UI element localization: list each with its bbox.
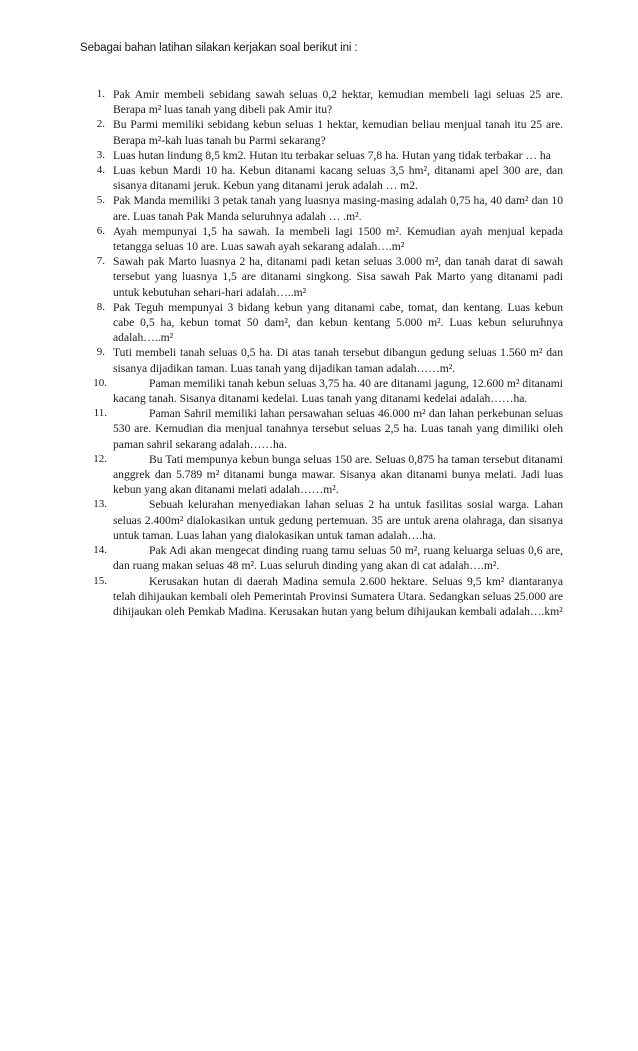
question-item xyxy=(96,193,563,223)
question-number: 2. xyxy=(96,118,105,131)
question-item xyxy=(96,163,563,193)
question-item xyxy=(93,574,563,620)
question-number: 4. xyxy=(96,164,105,177)
question-number: 1. xyxy=(96,88,105,100)
question-text: Pak Amir membeli sebidang sawah seluas 0,2 hektar, kemudian membeli lagi seluas 25 are. Berapa m² luas tanah yang dibeli pak Amir itu? xyxy=(113,88,563,117)
question-number: 15. xyxy=(93,574,107,587)
question-item xyxy=(96,300,563,346)
question-text: Pak Teguh mempunyai 3 bidang kebun yang ditanami cabe, tomat, dan kentang. Luas kebun cabe 0,5 ha, kebun tomat 50 dam², dan kebun kentang 5.000 m². Luas kebun seluruhnya adalah…..m² xyxy=(113,300,563,345)
question-item xyxy=(93,406,563,452)
question-body: Pak Adi akan mengecat dinding ruang tamu seluas 50 m², ruang keluarga seluas 0,6 are, dan ruang makan seluas 48 m². Luas seluruh dinding yang akan di cat adalah….m². xyxy=(113,544,563,573)
question-item xyxy=(96,117,563,147)
question-number: 10. xyxy=(93,376,107,389)
question-number: 11. xyxy=(93,407,107,420)
question-item xyxy=(96,345,563,375)
question-text xyxy=(113,497,563,543)
question-text: Ayah mempunyai 1,5 ha sawah. Ia membeli lagi 1500 m². Kemudian ayah menjual kepada tetangga seluas 10 are. Luas sawah ayah sekarang adalah….m² xyxy=(113,224,563,254)
question-item xyxy=(93,376,563,406)
question-number: 6. xyxy=(96,224,105,237)
question-text: Luas kebun Mardi 10 ha. Kebun ditanami kacang seluas 3,5 hm², ditanami apel 300 are, dan sisanya ditanami jeruk. Kebun yang ditanami jeruk adalah … m2. xyxy=(113,164,563,193)
question-text: Luas hutan lindung 8,5 km2. Hutan itu terbakar seluas 7,8 ha. Hutan yang tidak terbakar … ha xyxy=(113,148,551,162)
question-number: 12. xyxy=(93,452,107,465)
question-body: Paman memiliki tanah kebun seluas 3,75 ha. 40 are ditanami jagung, 12.600 m² ditanami kacang tanah. Sisanya ditanami kedelai. Luas tanah yang ditanami kedelai adalah……ha. xyxy=(113,376,563,406)
question-text xyxy=(113,452,563,498)
question-item xyxy=(93,452,563,498)
question-number: 7. xyxy=(96,255,105,268)
question-number: 14. xyxy=(93,544,107,557)
question-body: Paman Sahril memiliki lahan persawahan seluas 46.000 m² dan lahan perkebunan seluas 530 are. Kemudian dia menjual tanahnya tersebut seluas 2,5 ha. Luas tanah yang dimiliki oleh paman sahril sekarang adalah……ha. xyxy=(113,407,563,451)
question-text: Sawah pak Marto luasnya 2 ha, ditanami padi ketan seluas 3.000 m², dan tanah darat di sawah tersebut yang luasnya 1,5 are ditanami singkong. Sisa sawah Pak Marto yang ditanami padi untuk kebutuhan sehari-hari adalah…..m² xyxy=(113,255,563,299)
question-item xyxy=(93,543,563,573)
question-text: Pak Manda memiliki 3 petak tanah yang luasnya masing-masing adalah 0,75 ha, 40 dam² dan 10 are. Luas tanah Pak Manda seluruhnya adalah … .m². xyxy=(113,194,563,223)
question-item xyxy=(96,87,563,117)
question-text xyxy=(113,376,563,406)
question-list xyxy=(0,87,638,619)
question-item xyxy=(93,497,563,543)
question-number: 8. xyxy=(96,300,105,313)
question-text xyxy=(113,574,563,620)
question-item xyxy=(96,224,563,254)
question-item xyxy=(96,148,563,163)
question-text xyxy=(113,543,563,573)
question-body: Bu Tati mempunya kebun bunga seluas 150 are. Seluas 0,875 ha taman tersebut ditanami anggrek dan 5.789 m² ditanami bunga mawar. Sisanya akan ditanami bunya melati. Jadi luas kebun yang akan ditanami melati adalah……m². xyxy=(113,452,563,497)
question-body: Sebuah kelurahan menyediakan lahan seluas 2 ha untuk fasilitas sosial warga. Lahan seluas 2.400m² dialokasikan untuk gedung pertemuan. 35 are untuk arena olahraga, dan sisanya untuk taman. Luas lahan yang dialokasikan untuk taman adalah….ha. xyxy=(113,498,563,542)
intro-text: Sebagai bahan latihan silakan kerjakan soal berikut ini : xyxy=(80,42,358,54)
question-number: 9. xyxy=(96,346,105,359)
question-item xyxy=(96,254,563,300)
question-text: Bu Parmi memiliki sebidang kebun seluas 1 hektar, kemudian beliau menjual tanah itu 25 are. Berapa m²-kah luas tanah bu Parmi sekarang? xyxy=(113,118,563,147)
question-number: 5. xyxy=(96,194,105,207)
question-number: 13. xyxy=(93,498,107,511)
question-body: Kerusakan hutan di daerah Madina semula 2.600 hektare. Seluas 9,5 km² diantaranya telah dihijaukan kembali oleh Pemerintah Provinsi Sumatera Utara. Sedangkan seluas 25.000 are dihijaukan oleh Pemkab Madina. Kerusakan hutan yang belum dihijaukan kembali adalah….km² xyxy=(113,574,563,618)
question-number: 3. xyxy=(96,148,105,161)
question-text: Tuti membeli tanah seluas 0,5 ha. Di atas tanah tersebut dibangun gedung seluas 1.560 m² dan sisanya dijadikan taman. Luas tanah yang dijadikan taman adalah……m². xyxy=(113,346,563,375)
question-text xyxy=(113,406,563,452)
